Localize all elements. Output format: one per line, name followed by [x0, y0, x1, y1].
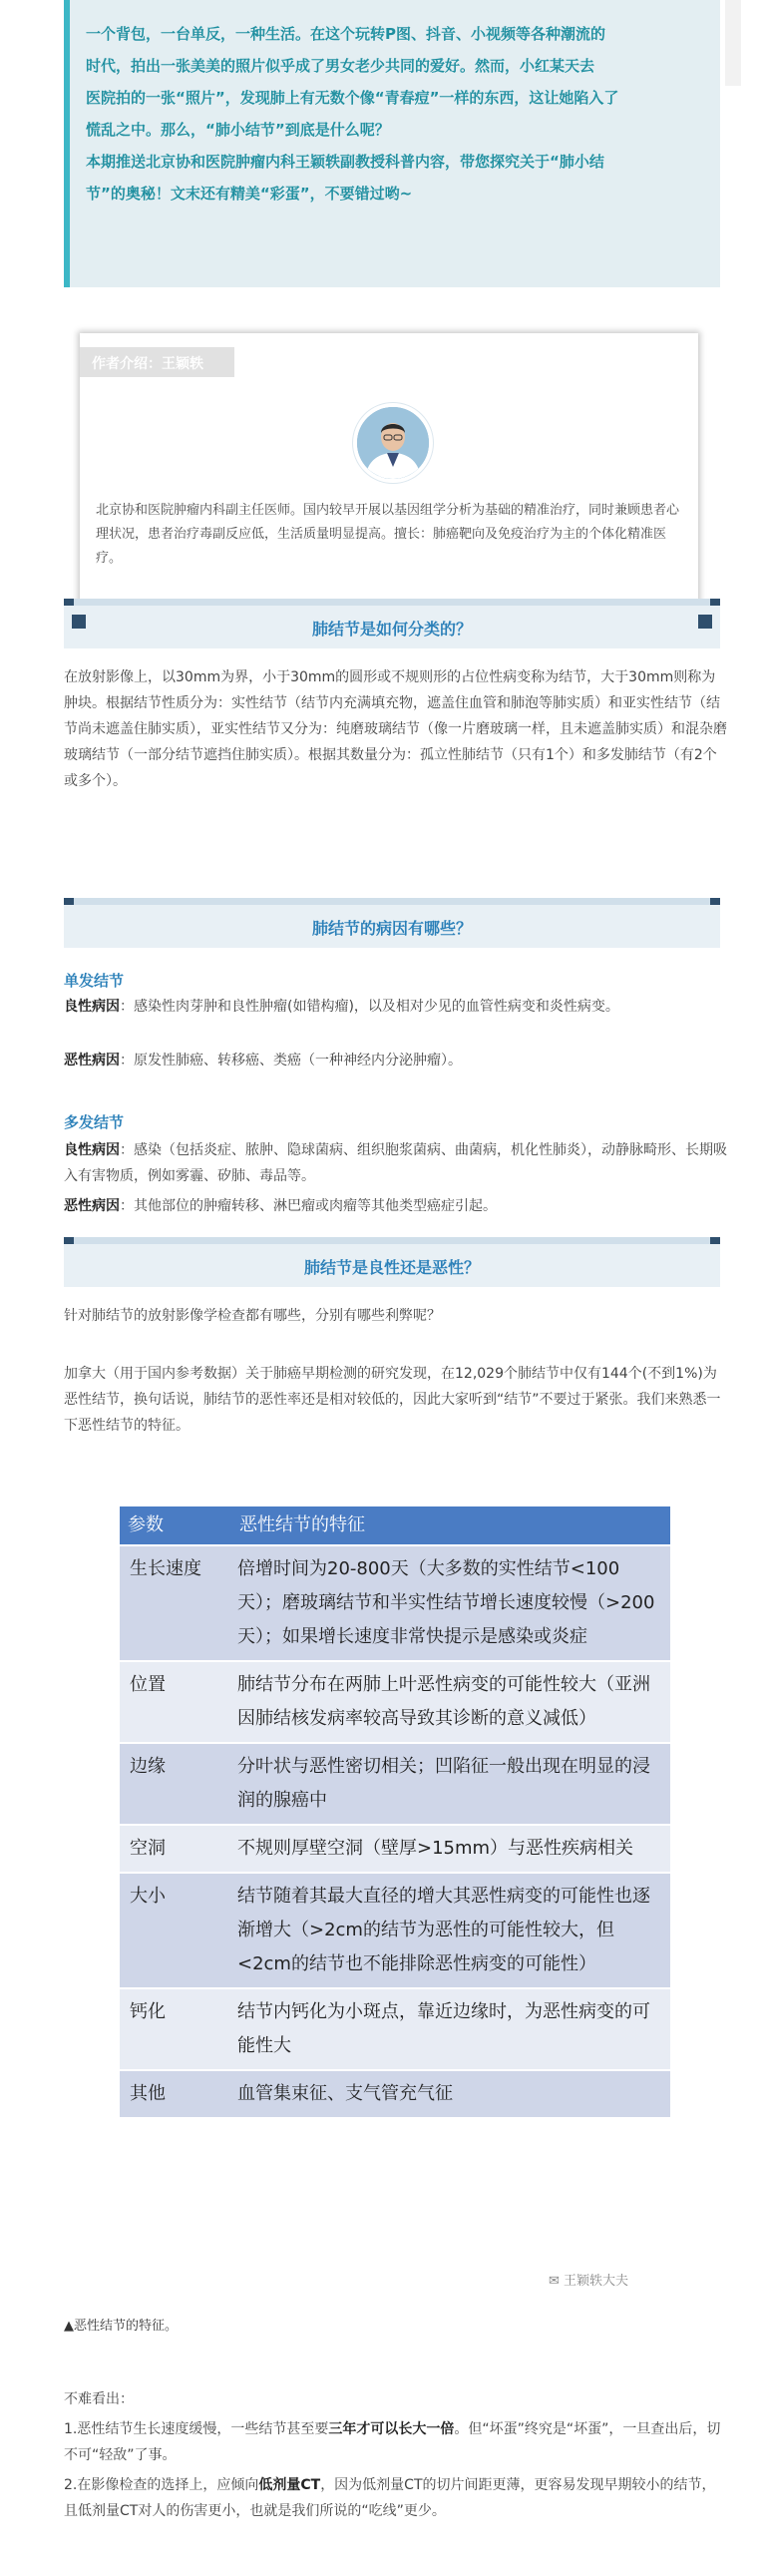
text: ：感染（包括炎症、脓肿、隐球菌病、组织胞浆菌病、曲菌病，机化性肺炎），动静脉畸形、长期吸入有害物质，例如雾霾、矽肺、毒品等。	[64, 1142, 727, 1184]
intro-line: 节”的奥秘！文末还有精美“彩蛋”，不要错过哟~	[86, 185, 413, 203]
author-card	[80, 333, 698, 603]
section-title-text: 肺结节是如何分类的？	[311, 620, 472, 639]
section-title-text: 肺结节是良性还是恶性？	[303, 1258, 480, 1277]
intro-line: 本期推送北京协和医院肿瘤内科王颖轶副教授科普内容，带您探究关于“肺小结	[86, 153, 604, 171]
canada-study-paragraph: 加拿大（用于国内参考数据）关于肺癌早期检测的研究发现，在12,029个肺结节中仅有144个(不到1%)为恶性结节，换句话说，肺结节的恶性率还是相对较低的，因此大家听到“结节”不要过于紧张。我们来熟悉一下恶性结节的特征。	[64, 1366, 721, 1434]
conclusion-point-2	[64, 2472, 727, 2524]
malignant-features-table	[120, 1506, 670, 2119]
emphasis: 三年才可以长大一倍	[328, 2421, 455, 2437]
table-row	[120, 1743, 670, 1825]
table-row	[120, 1873, 670, 1988]
row-feature: 肺结节分布在两肺上叶恶性病变的可能性较大（亚洲因肺结核发病率较高导致其诊断的意义减低）	[231, 1661, 670, 1743]
conclusion-lead: 不难看出：	[64, 2391, 134, 2407]
author-avatar	[353, 403, 433, 483]
row-feature: 分叶状与恶性密切相关；凹陷征一般出现在明显的浸润的腺癌中	[231, 1743, 670, 1825]
table-row	[120, 1545, 670, 1661]
author-bio: 北京协和医院肿瘤内科副主任医师。国内较早开展以基因组学分析为基础的精准治疗，同时兼顾患者心理状况，患者治疗毒副反应低，生活质量明显提高。擅长：肺癌靶向及免疫治疗为主的个体化精准医疗。	[96, 503, 680, 566]
watermark-text: 王颖轶大夫	[564, 2274, 629, 2289]
header-feature: 恶性结节的特征	[231, 1506, 670, 1545]
intro-line: 时代，拍出一张美美的照片似乎成了男女老少共同的爱好。然而，小红某天去	[86, 57, 595, 75]
text: ：原发性肺癌、转移癌、类癌（一种神经内分泌肿瘤）。	[120, 1053, 462, 1069]
header-param: 参数	[120, 1506, 231, 1545]
row-param: 边缘	[120, 1743, 231, 1825]
text: 2.在影像检查的选择上，应倾向	[64, 2477, 259, 2493]
subheading-multiple: 多发结节	[64, 1113, 125, 1131]
row-feature: 血管集束征、支气管充气征	[231, 2070, 670, 2118]
table-header-row	[120, 1506, 670, 1545]
row-param: 其他	[120, 2070, 231, 2118]
section-title-classification	[64, 599, 720, 648]
author-tag	[80, 347, 234, 377]
author-tag-label: 作者介绍：王颖轶	[92, 356, 203, 372]
row-feature: 结节随着其最大直径的增大其恶性病变的可能性也逐渐增大（>2cm的结节为恶性的可能性较大，但<2cm的结节也不能排除恶性病变的可能性）	[231, 1873, 670, 1988]
row-feature: 不规则厚壁空洞（壁厚>15mm）与恶性疾病相关	[231, 1825, 670, 1873]
row-param: 生长速度	[120, 1545, 231, 1661]
row-feature: 结节内钙化为小斑点，靠近边缘时，为恶性病变的可能性大	[231, 1988, 670, 2070]
text: 1.恶性结节生长速度缓慢，一些结节甚至要	[64, 2421, 329, 2437]
wechat-icon: ✉	[549, 2274, 565, 2289]
table-row	[120, 1661, 670, 1743]
section-title-text: 肺结节的病因有哪些？	[311, 919, 472, 938]
row-param: 钙化	[120, 1988, 231, 2070]
conclusion-point-1	[64, 2416, 727, 2468]
single-benign-paragraph	[64, 994, 727, 1020]
watermark	[549, 2270, 628, 2289]
table-row	[120, 1825, 670, 1873]
label: 良性病因	[64, 1142, 120, 1158]
classification-paragraph: 在放射影像上，以30mm为界，小于30mm的圆形或不规则形的占位性病变称为结节，大于30mm则称为肿块。根据结节性质分为：实性结节（结节内充满填充物，遮盖住血管和肺泡等肺实质）和亚实性结节（结节尚未遮盖住肺实质），亚实性结节又分为：纯磨玻璃结节（像一片磨玻璃一样，且未遮盖肺实质）和混杂磨玻璃结节（一部分结节遮挡住肺实质）。根据其数量分为：孤立性肺结节（只有1个）和多发肺结节（有2个或多个）。	[64, 669, 727, 789]
subheading-single: 单发结节	[64, 972, 125, 990]
intro-callout	[64, 0, 720, 287]
label: 良性病因	[64, 999, 120, 1015]
text: ，因为低剂量CT的切片间距更薄，更容易发现早期较小的结节，且低剂量CT对人的伤害更小，也就是我们所说的“吃线”更少。	[64, 2477, 716, 2519]
intro-line: 慌乱之中。那么，“肺小结节”到底是什么呢？	[86, 121, 390, 139]
section-title-benign-malignant	[64, 1237, 720, 1287]
table-row	[120, 1988, 670, 2070]
row-feature: 倍增时间为20-800天（大多数的实性结节<100天）；磨玻璃结节和半实性结节增长速度较慢（>200天）；如果增长速度非常快提示是感染或炎症	[231, 1545, 670, 1661]
section-title-causes	[64, 898, 720, 948]
row-param: 大小	[120, 1873, 231, 1988]
text: ：其他部位的肿瘤转移、淋巴瘤或肉瘤等其他类型癌症引起。	[120, 1198, 497, 1214]
text: 。但“坏蛋”终究是“坏蛋”，一旦查出后，切不可“轻敌”了事。	[64, 2421, 721, 2463]
multi-benign-paragraph	[64, 1137, 727, 1189]
single-malignant-paragraph	[64, 1048, 727, 1073]
table-caption: ▲恶性结节的特征。	[64, 2319, 178, 2334]
row-param: 空洞	[120, 1825, 231, 1873]
label: 恶性病因	[64, 1198, 120, 1214]
emphasis: 低剂量CT	[258, 2477, 321, 2493]
imaging-question: 针对肺结节的放射影像学检查都有哪些，分别有哪些利弊呢？	[64, 1308, 441, 1324]
decorative-shadow	[725, 0, 741, 86]
intro-line: 医院拍的一张“照片”，发现肺上有无数个像“青春痘”一样的东西，这让她陷入了	[86, 89, 619, 107]
text: ：感染性肉芽肿和良性肿瘤(如错构瘤)，以及相对少见的血管性病变和炎性病变。	[120, 999, 619, 1015]
row-param: 位置	[120, 1661, 231, 1743]
label: 恶性病因	[64, 1053, 120, 1069]
table-row	[120, 2070, 670, 2118]
intro-line: 一个背包，一台单反，一种生活。在这个玩转P图、抖音、小视频等各种潮流的	[86, 25, 605, 43]
multi-malignant-paragraph	[64, 1193, 727, 1219]
portrait-icon	[357, 407, 429, 479]
